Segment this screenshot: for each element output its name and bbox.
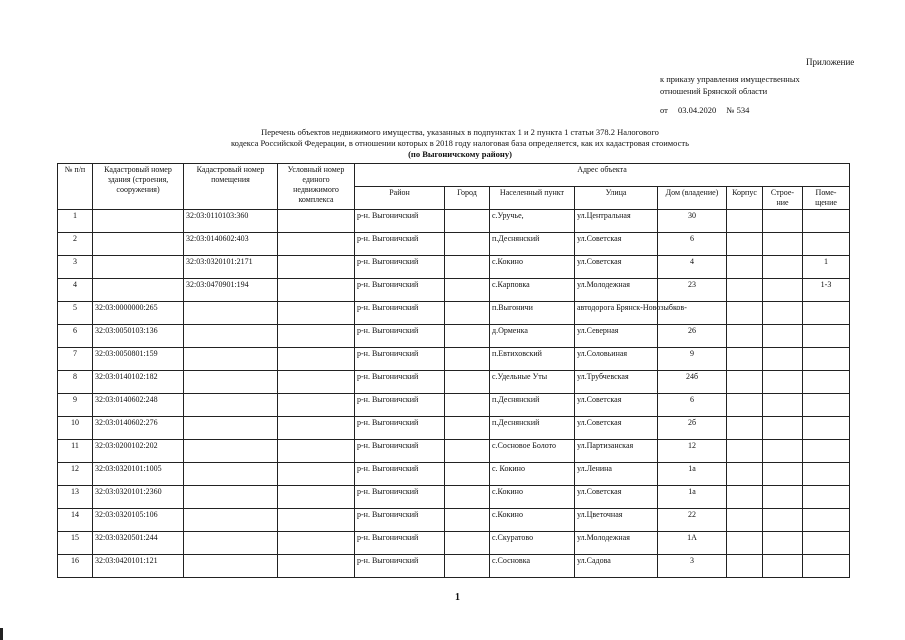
cell-street: ул.Центральная: [575, 210, 658, 233]
table-row: [58, 394, 850, 417]
cell-city: [445, 555, 490, 578]
cell-conditional-number: [278, 233, 355, 256]
cell-stroenie: [763, 279, 803, 302]
cell-city: [445, 509, 490, 532]
cell-premises-cadastral: [184, 348, 278, 371]
cell-district: р-н. Выгоничский: [355, 509, 445, 532]
cell-korpus: [727, 463, 763, 486]
cell-street: ул.Советская: [575, 233, 658, 256]
cell-conditional-number: [278, 394, 355, 417]
cell-korpus: [727, 417, 763, 440]
cell-pomeshchenie: [803, 348, 850, 371]
cell-num: 7: [58, 348, 93, 371]
cell-conditional-number: [278, 348, 355, 371]
cell-num: 2: [58, 233, 93, 256]
cell-house: 26: [658, 325, 727, 348]
cell-house: 30: [658, 210, 727, 233]
cell-num: 5: [58, 302, 93, 325]
cell-conditional-number: [278, 555, 355, 578]
col-header-pomeshchenie: Поме-щение: [803, 187, 850, 210]
table-row: [58, 210, 850, 233]
cell-locality: с.Кокино: [490, 486, 575, 509]
cell-street: автодорога Брянск-Новозыбков-: [575, 302, 658, 325]
cell-num: 4: [58, 279, 93, 302]
cell-num: 15: [58, 532, 93, 555]
cell-pomeshchenie: [803, 325, 850, 348]
table-row: [58, 532, 850, 555]
cell-street: ул.Цветочная: [575, 509, 658, 532]
cell-house: 6: [658, 233, 727, 256]
col-header-conditional-number: Условный номер единого недвижимого комплекса: [278, 164, 355, 210]
property-register-table: [57, 163, 850, 578]
cell-locality: п.Деснянский: [490, 394, 575, 417]
cell-city: [445, 210, 490, 233]
document-title-district: (по Выгоничскому району): [408, 149, 512, 159]
cell-pomeshchenie: [803, 555, 850, 578]
cell-locality: с.Сосновое Болото: [490, 440, 575, 463]
cell-building-cadastral: 32:03:0140102:182: [93, 371, 184, 394]
cell-conditional-number: [278, 371, 355, 394]
cell-district: р-н. Выгоничский: [355, 440, 445, 463]
cell-pomeshchenie: [803, 417, 850, 440]
cell-house: 9: [658, 348, 727, 371]
cell-stroenie: [763, 371, 803, 394]
cell-num: 8: [58, 371, 93, 394]
cell-house: 6: [658, 394, 727, 417]
cell-locality: с.Карповка: [490, 279, 575, 302]
cell-num: 10: [58, 417, 93, 440]
col-header-locality: Населенный пункт: [490, 187, 575, 210]
cell-korpus: [727, 256, 763, 279]
col-header-district: Район: [355, 187, 445, 210]
cell-pomeshchenie: [803, 394, 850, 417]
cell-building-cadastral: 32:03:0320101:2360: [93, 486, 184, 509]
cell-num: 6: [58, 325, 93, 348]
cell-house: 1а: [658, 463, 727, 486]
cell-premises-cadastral: [184, 555, 278, 578]
cell-premises-cadastral: [184, 325, 278, 348]
cell-premises-cadastral: 32:03:0320101:2171: [184, 256, 278, 279]
cell-premises-cadastral: [184, 394, 278, 417]
appendix-label: Приложение: [806, 57, 855, 67]
cell-building-cadastral: [93, 279, 184, 302]
cell-korpus: [727, 279, 763, 302]
cell-district: р-н. Выгоничский: [355, 210, 445, 233]
cell-conditional-number: [278, 256, 355, 279]
cell-city: [445, 417, 490, 440]
cell-premises-cadastral: 32:03:0110103:360: [184, 210, 278, 233]
cell-pomeshchenie: [803, 210, 850, 233]
cell-num: 3: [58, 256, 93, 279]
cell-city: [445, 394, 490, 417]
table-row: [58, 279, 850, 302]
cell-city: [445, 325, 490, 348]
cell-street: ул.Молодежная: [575, 279, 658, 302]
col-header-street: Улица: [575, 187, 658, 210]
cell-premises-cadastral: 32:03:0470901:194: [184, 279, 278, 302]
cell-premises-cadastral: [184, 463, 278, 486]
cell-stroenie: [763, 509, 803, 532]
cell-city: [445, 256, 490, 279]
cell-pomeshchenie: 1-3: [803, 279, 850, 302]
table-row: [58, 509, 850, 532]
cell-premises-cadastral: [184, 509, 278, 532]
cell-conditional-number: [278, 463, 355, 486]
cell-num: 9: [58, 394, 93, 417]
cell-korpus: [727, 210, 763, 233]
cell-conditional-number: [278, 279, 355, 302]
cell-locality: с.Сосновка: [490, 555, 575, 578]
cell-locality: п.Евтиховский: [490, 348, 575, 371]
cell-district: р-н. Выгоничский: [355, 325, 445, 348]
cell-district: р-н. Выгоничский: [355, 555, 445, 578]
col-header-address: Адрес объекта: [355, 164, 850, 187]
table-row: [58, 486, 850, 509]
document-title-line-1: Перечень объектов недвижимого имущества, указанных в подпунктах 1 и 2 пункта 1 статьи 378.2 Налогового: [261, 127, 659, 137]
order-date: 03.04.2020: [677, 105, 717, 115]
cell-stroenie: [763, 532, 803, 555]
table-row: [58, 463, 850, 486]
cell-street: ул.Ленина: [575, 463, 658, 486]
cell-house: 22: [658, 509, 727, 532]
cell-house: 2б: [658, 417, 727, 440]
cell-conditional-number: [278, 440, 355, 463]
cell-city: [445, 279, 490, 302]
cell-house: 4: [658, 256, 727, 279]
cell-district: р-н. Выгоничский: [355, 394, 445, 417]
cell-house: 1А: [658, 532, 727, 555]
cell-district: р-н. Выгоничский: [355, 532, 445, 555]
cell-street: ул.Садова: [575, 555, 658, 578]
col-header-city: Город: [445, 187, 490, 210]
cell-street: ул.Советская: [575, 394, 658, 417]
cell-locality: п.Деснянский: [490, 233, 575, 256]
cell-conditional-number: [278, 532, 355, 555]
cell-building-cadastral: 32:03:0320101:1005: [93, 463, 184, 486]
cell-locality: с.Уручье,: [490, 210, 575, 233]
cell-street: ул.Партизанская: [575, 440, 658, 463]
cell-stroenie: [763, 256, 803, 279]
cell-premises-cadastral: [184, 302, 278, 325]
cell-korpus: [727, 325, 763, 348]
cell-stroenie: [763, 348, 803, 371]
cell-house: 1а: [658, 486, 727, 509]
cell-num: 11: [58, 440, 93, 463]
cell-district: р-н. Выгоничский: [355, 279, 445, 302]
cell-district: р-н. Выгоничский: [355, 256, 445, 279]
cell-district: р-н. Выгоничский: [355, 302, 445, 325]
cell-house: 23: [658, 279, 727, 302]
cell-city: [445, 302, 490, 325]
cell-stroenie: [763, 417, 803, 440]
cell-house: 3: [658, 555, 727, 578]
cell-conditional-number: [278, 325, 355, 348]
table-row: [58, 233, 850, 256]
cell-num: 16: [58, 555, 93, 578]
cell-house: 24б: [658, 371, 727, 394]
cell-city: [445, 463, 490, 486]
cell-locality: п.Деснянский: [490, 417, 575, 440]
cell-premises-cadastral: [184, 486, 278, 509]
cell-building-cadastral: 32:03:0140602:276: [93, 417, 184, 440]
cell-pomeshchenie: [803, 302, 850, 325]
table-row: [58, 417, 850, 440]
table-row: [58, 348, 850, 371]
document-title-line-2: кодекса Российской Федерации, в отношении которых в 2018 году налоговая база определяется, как их кадастровая стоимость: [230, 138, 689, 148]
cell-korpus: [727, 509, 763, 532]
cell-building-cadastral: [93, 233, 184, 256]
cell-korpus: [727, 371, 763, 394]
cell-street: ул.Советская: [575, 486, 658, 509]
col-header-house: Дом (владение): [658, 187, 727, 210]
order-reference-line-2: отношений Брянской области: [660, 86, 768, 96]
cell-house: 12: [658, 440, 727, 463]
cell-street: ул.Северная: [575, 325, 658, 348]
cell-num: 12: [58, 463, 93, 486]
cell-conditional-number: [278, 302, 355, 325]
table-body: [58, 210, 850, 578]
cell-district: р-н. Выгоничский: [355, 348, 445, 371]
cell-building-cadastral: 32:03:0320105:106: [93, 509, 184, 532]
cell-district: р-н. Выгоничский: [355, 417, 445, 440]
cell-stroenie: [763, 463, 803, 486]
cell-building-cadastral: 32:03:0420101:121: [93, 555, 184, 578]
cell-street: ул.Молодежная: [575, 532, 658, 555]
cell-district: р-н. Выгоничский: [355, 463, 445, 486]
page-number: 1: [455, 592, 460, 603]
cell-korpus: [727, 233, 763, 256]
order-from-label: от: [660, 105, 668, 115]
cell-street: ул.Советская: [575, 256, 658, 279]
table-row: [58, 302, 850, 325]
cell-locality: с.Скуратово: [490, 532, 575, 555]
cell-stroenie: [763, 233, 803, 256]
cell-city: [445, 532, 490, 555]
cell-district: р-н. Выгоничский: [355, 233, 445, 256]
cell-korpus: [727, 486, 763, 509]
cell-locality: д.Орменка: [490, 325, 575, 348]
cell-premises-cadastral: [184, 532, 278, 555]
cell-city: [445, 348, 490, 371]
cell-street: ул.Трубчевская: [575, 371, 658, 394]
table-row: [58, 325, 850, 348]
cell-pomeshchenie: [803, 233, 850, 256]
table-row: [58, 256, 850, 279]
cell-building-cadastral: 32:03:0140602:248: [93, 394, 184, 417]
col-header-korpus: Корпус: [727, 187, 763, 210]
col-header-building-cadastral: Кадастровый номер здания (строения, сооружения): [93, 164, 184, 210]
cell-premises-cadastral: [184, 440, 278, 463]
cell-conditional-number: [278, 509, 355, 532]
cell-conditional-number: [278, 210, 355, 233]
cell-street: ул.Соловьиная: [575, 348, 658, 371]
cell-street: ул.Советская: [575, 417, 658, 440]
cell-num: 13: [58, 486, 93, 509]
cell-korpus: [727, 555, 763, 578]
cell-building-cadastral: 32:03:0050103:136: [93, 325, 184, 348]
cell-pomeshchenie: [803, 440, 850, 463]
cell-stroenie: [763, 486, 803, 509]
cell-pomeshchenie: 1: [803, 256, 850, 279]
cell-city: [445, 233, 490, 256]
cell-district: р-н. Выгоничский: [355, 371, 445, 394]
table-header-row: [58, 164, 850, 187]
cell-korpus: [727, 348, 763, 371]
cell-korpus: [727, 532, 763, 555]
cell-building-cadastral: 32:03:0000000:265: [93, 302, 184, 325]
order-date-number: [660, 104, 757, 116]
cell-district: р-н. Выгоничский: [355, 486, 445, 509]
cell-stroenie: [763, 302, 803, 325]
cell-num: 14: [58, 509, 93, 532]
col-header-num: № п/п: [58, 164, 93, 210]
order-number: № 534: [726, 105, 750, 115]
cell-num: 1: [58, 210, 93, 233]
cell-building-cadastral: 32:03:0050801:159: [93, 348, 184, 371]
cell-stroenie: [763, 394, 803, 417]
cell-stroenie: [763, 325, 803, 348]
cell-stroenie: [763, 555, 803, 578]
cell-stroenie: [763, 440, 803, 463]
cell-city: [445, 371, 490, 394]
cell-conditional-number: [278, 417, 355, 440]
cell-korpus: [727, 394, 763, 417]
cell-stroenie: [763, 210, 803, 233]
cell-city: [445, 486, 490, 509]
cell-pomeshchenie: [803, 463, 850, 486]
cell-korpus: [727, 440, 763, 463]
cell-building-cadastral: 32:03:0200102:202: [93, 440, 184, 463]
cell-conditional-number: [278, 486, 355, 509]
cell-locality: п.Выгоничи: [490, 302, 575, 325]
table-row: [58, 555, 850, 578]
cell-premises-cadastral: [184, 417, 278, 440]
cell-building-cadastral: [93, 210, 184, 233]
cell-korpus: [727, 302, 763, 325]
cell-locality: с.Кокино: [490, 509, 575, 532]
table-row: [58, 440, 850, 463]
cell-locality: с.Удельные Уты: [490, 371, 575, 394]
cell-premises-cadastral: [184, 371, 278, 394]
col-header-premises-cadastral: Кадастровый номер помещения: [184, 164, 278, 210]
order-reference-line-1: к приказу управления имущественных: [660, 74, 800, 84]
cell-building-cadastral: [93, 256, 184, 279]
cell-building-cadastral: 32:03:0320501:244: [93, 532, 184, 555]
cell-premises-cadastral: 32:03:0140602:403: [184, 233, 278, 256]
cell-pomeshchenie: [803, 532, 850, 555]
cell-pomeshchenie: [803, 371, 850, 394]
cell-pomeshchenie: [803, 509, 850, 532]
table-row: [58, 371, 850, 394]
cell-city: [445, 440, 490, 463]
cell-pomeshchenie: [803, 486, 850, 509]
col-header-stroenie: Строе-ние: [763, 187, 803, 210]
cell-locality: с. Кокино: [490, 463, 575, 486]
scan-edge-mark: [0, 628, 3, 640]
cell-locality: с.Кокино: [490, 256, 575, 279]
